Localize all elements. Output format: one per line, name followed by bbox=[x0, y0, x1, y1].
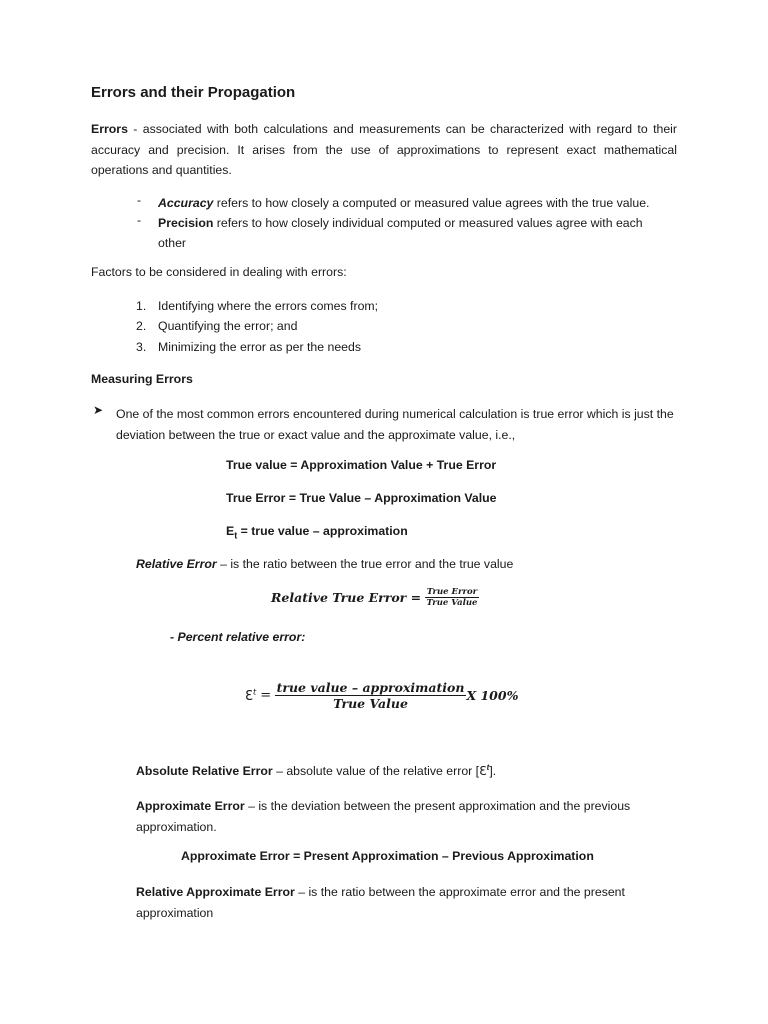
pct-denominator: True Value bbox=[275, 695, 467, 711]
percent-relative-label: - Percent relative error: bbox=[170, 630, 306, 644]
absolute-relative-error-definition bbox=[136, 763, 496, 778]
equation-et bbox=[226, 524, 408, 540]
equation-approximate-error: Approximate Error = Present Approximation – Previous Approximation bbox=[181, 849, 594, 863]
rte-lhs: Relative True Error = bbox=[271, 590, 422, 605]
approximate-error-term: Approximate Error bbox=[136, 799, 245, 813]
list-number: 1. bbox=[136, 299, 147, 313]
relative-error-definition bbox=[136, 557, 513, 571]
definition-precision bbox=[158, 213, 663, 253]
rte-fraction bbox=[425, 587, 480, 608]
relative-approximate-term: Relative Approximate Error bbox=[136, 885, 295, 899]
approximate-error-text: – is the deviation between the present approximation and the previous approximation. bbox=[136, 799, 631, 834]
relative-error-term: Relative Error bbox=[136, 557, 217, 571]
percent-relative-formula bbox=[245, 680, 518, 711]
rte-numerator: True Error bbox=[426, 587, 478, 597]
epsilon-symbol: $Ɛ^t$ bbox=[245, 687, 257, 704]
arrow-bullet-icon: ➤ bbox=[93, 403, 104, 417]
list-number: 2. bbox=[136, 319, 147, 333]
equation-true-value: True value = Approximation Value + True Error bbox=[226, 458, 497, 472]
absolute-relative-text: – absolute value of the relative error [ bbox=[272, 764, 480, 779]
rte-denominator: True Value bbox=[426, 598, 478, 608]
et-subscript: t bbox=[234, 530, 238, 541]
intro-text: - associated with both calculations and measurements can be characterized with regard to their accuracy and precision. It arises from the use of approximations to represent exact mathematical operations and quantities. bbox=[91, 122, 677, 177]
dash-bullet-icon: - bbox=[137, 213, 142, 227]
definition-accuracy bbox=[158, 193, 688, 213]
pct-fraction bbox=[275, 680, 467, 711]
pct-rhs: X 100% bbox=[466, 688, 519, 703]
factors-intro: Factors to be considered in dealing with errors: bbox=[91, 265, 347, 279]
absolute-relative-end: ]. bbox=[489, 764, 497, 779]
relative-approximate-error-definition bbox=[136, 882, 646, 924]
page-title: Errors and their Propagation bbox=[91, 84, 296, 101]
relative-error-text: – is the ratio between the true error and the true value bbox=[216, 557, 514, 571]
list-item: Identifying where the errors comes from; bbox=[158, 299, 379, 313]
measuring-bullet-text: One of the most common errors encountered during numerical calculation is true error which is just the deviation between the true or exact value and the approximate value, i.e., bbox=[116, 407, 674, 442]
definition-term: Accuracy bbox=[158, 196, 214, 210]
et-rhs: = true value – approximation bbox=[237, 524, 408, 538]
relative-true-error-formula bbox=[271, 587, 479, 608]
epsilon-sup: t bbox=[486, 763, 490, 772]
approximate-error-definition bbox=[136, 796, 656, 838]
definition-term: Precision bbox=[158, 216, 214, 230]
intro-paragraph bbox=[91, 119, 677, 181]
epsilon-symbol-inline: Ɛ bbox=[479, 764, 487, 779]
section-heading: Measuring Errors bbox=[91, 372, 193, 386]
relative-approximate-text: – is the ratio between the approximate error and the present approximation bbox=[136, 885, 625, 920]
absolute-relative-term: Absolute Relative Error bbox=[136, 764, 273, 779]
et-symbol: E bbox=[226, 524, 235, 538]
definition-text: refers to how closely a computed or measured value agrees with the true value. bbox=[213, 196, 650, 210]
list-number: 3. bbox=[136, 340, 147, 354]
pct-numerator: true value – approximation bbox=[276, 680, 465, 695]
dash-bullet-icon: - bbox=[137, 193, 142, 207]
list-item: Minimizing the error as per the needs bbox=[158, 340, 361, 354]
list-item: Quantifying the error; and bbox=[158, 319, 298, 333]
definition-text: refers to how closely individual computed or measured values agree with each other bbox=[158, 216, 643, 250]
equals-sign: = bbox=[256, 688, 272, 703]
equation-true-error: True Error = True Value – Approximation Value bbox=[226, 491, 497, 505]
intro-term: Errors bbox=[91, 122, 128, 136]
